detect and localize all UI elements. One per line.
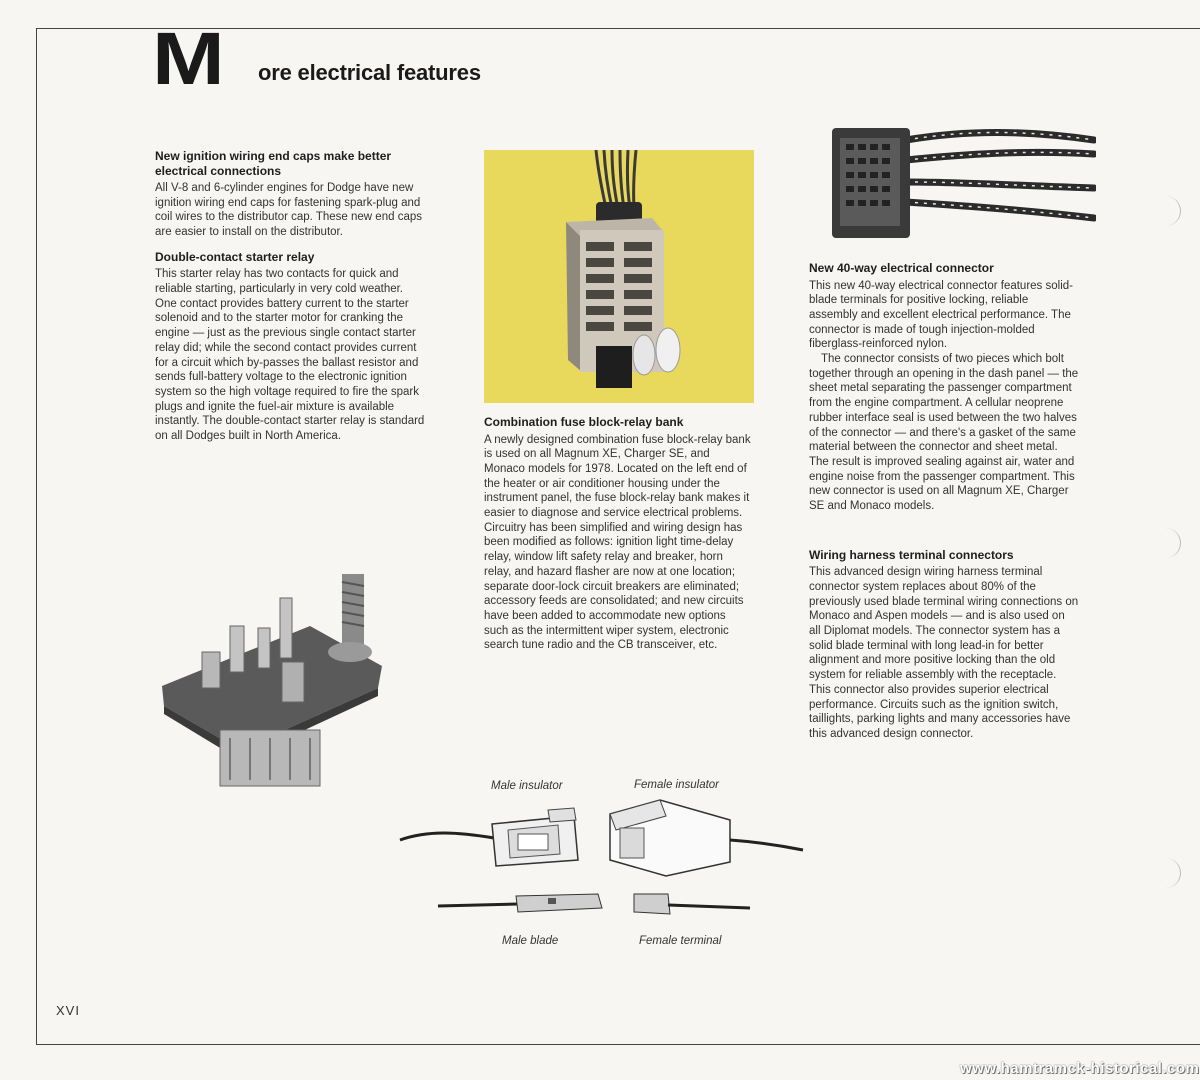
title-initial: M — [152, 17, 221, 100]
column-right — [809, 261, 1079, 752]
column-left — [155, 149, 425, 454]
binder-hole — [1150, 858, 1181, 888]
female-terminal-caption: Female terminal — [639, 935, 722, 947]
end-caps-body: All V-8 and 6-cylinder engines for Dodge have new ignition wiring end caps for fastening spark-plug and coil wires to the distributor cap. These new end caps are easier to install on the distributor. — [155, 182, 422, 239]
title-text: ore electrical features — [258, 60, 481, 85]
harness-heading: Wiring harness terminal connectors — [809, 547, 1014, 562]
binder-hole — [1150, 528, 1181, 558]
connector-body-1: This new 40-way electrical connector features solid-blade terminals for positive locking, reliable assembly and excellent electrical performance. The connector is made of tough injection-molded fiberglass-reinforced nylon. — [809, 279, 1073, 351]
frame-left-rule — [36, 28, 37, 1044]
page-number: XVI — [56, 1003, 80, 1018]
binder-hole — [1150, 196, 1181, 226]
male-blade-caption: Male blade — [502, 935, 559, 947]
starter-relay-heading: Double-contact starter relay — [155, 249, 315, 264]
terminal-diagram — [398, 770, 808, 955]
watermark-url: www.hamtramck-historical.com — [960, 1060, 1200, 1077]
connector-body-2: The connector consists of two pieces which bolt together through an opening in the dash panel — the sheet metal separating the passenger compartment from the engine compartment. A cellular neoprene rubber interface seal is used between the two halves of the connector — and there's a gasket of the same material between the connector and sheet metal. The result is improved sealing against air, water and engine noise from the passenger compartment. This new connector is used on all Magnum XE, Charger SE and Monaco models. — [809, 353, 1079, 513]
starter-relay-body: This starter relay has two contacts for quick and reliable starting, particularly in very cold weather. One contact provides battery current to the starter solenoid and to the starter motor for cranking the engine — just as the previous single contact starter relay did; while the second contact provides current for a circuit which by-passes the ballast resistor and sends full-battery voltage to the electronic ignition system so the high voltage required to fire the spark plugs and ignite the fuel-air mixture is available instantly. The double-contact starter relay is standard on all Dodges built in North America. — [155, 268, 425, 443]
end-caps-heading: New ignition wiring end caps make better electrical connections — [155, 149, 392, 178]
connector-heading: New 40-way electrical connector — [809, 261, 994, 275]
female-insulator-caption: Female insulator — [634, 779, 720, 791]
harness-body: This advanced design wiring harness terminal connector system replaces about 80% of the previously used blade terminal wiring connections on Monaco and Aspen models — and is also used on all Diplomat models. The connector system has a solid blade terminal with long lead-in for better alignment and more positive locking than the old system for reliable assembly with the receptacle. This connector also provides superior electrical performance. Circuits such as the ignition switch, taillights, parking lights and many accessories have this advanced design connector. — [809, 566, 1079, 740]
fuse-block-body: A newly designed combination fuse block-relay bank is used on all Magnum XE, Charger SE, and Monaco models for 1978. Located on the left end of the heater or air conditioner housing under the instrument panel, the fuse block-relay bank makes it easier to diagnose and service electrical problems. Circuitry has been simplified and wiring design has been modified as follows: ignition light time-delay relay, window lift safety relay and breaker, horn relay, and hazard flasher are now at one location; separate door-lock circuit breakers are eliminated; accessory feeds are consolidated; and new circuits have been added to accommodate new options such as the intermittent wiper system, electronic search tune radio and the CB transceiver, etc. — [484, 433, 751, 652]
fuse-block-heading: Combination fuse block-relay bank — [484, 415, 684, 429]
male-insulator-caption: Male insulator — [491, 780, 563, 792]
connector-photo — [806, 110, 1096, 255]
column-middle — [484, 415, 752, 663]
starter-relay-photo — [150, 570, 410, 810]
frame-bottom-rule — [36, 1044, 1200, 1045]
fuse-block-photo — [484, 150, 754, 403]
page-title — [152, 17, 481, 100]
